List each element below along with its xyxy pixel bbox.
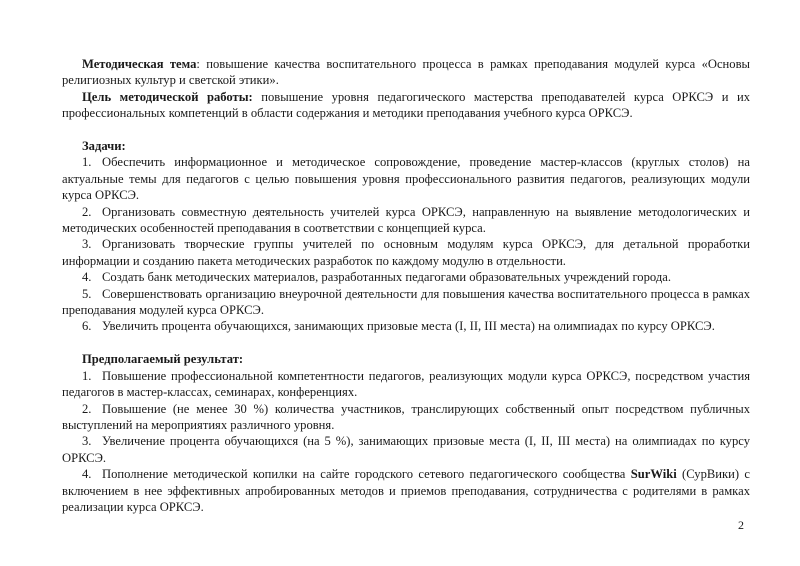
methodical-theme [62, 56, 750, 89]
document-page [62, 56, 750, 515]
item-text: Увеличение процента обучающихся (на 5 %), занимающих призовые места (I, II, III места) на олимпиадах по курсу ОРКСЭ. [62, 434, 750, 465]
item-text: Совершенствовать организацию внеурочной деятельности для повышения качества воспитательного процесса в рамках преподавания модулей курса ОРКСЭ. [62, 286, 750, 318]
result-item [62, 401, 750, 434]
item-text: Повышение (не менее 30 %) количества участников, транслирующих собственный опыт посредством публичных выступлений на мероприятиях различного уровня. [62, 401, 750, 432]
item-text: Повышение профессиональной компетентности педагогов, реализующих модули курса ОРКСЭ, посредством участия педагогов в мастер-классах, семинарах, конференциях. [62, 368, 750, 400]
item-text: Организовать творческие группы учителей по основным модулям курса ОРКСЭ, для детальной проработки информации и созданию пакета методических разработок по каждому модулю в отдельности. [62, 237, 750, 268]
item-text: Пополнение методической копилки на сайте городского сетевого педагогического сообщества [102, 467, 631, 482]
tasks-heading-text: Задачи: [82, 139, 126, 154]
surwiki-name: SurWiki [630, 467, 677, 482]
item-number: 1. [82, 368, 92, 383]
task-item [62, 286, 750, 319]
item-number: 3. [82, 237, 92, 252]
item-number: 4. [82, 467, 92, 482]
task-item [62, 269, 750, 285]
goal-text: повышение уровня педагогического мастерства преподавателей курса ОРКСЭ и их профессиональных компетенций в области содержания и методики преподавания учебного курса ОРКСЭ. [62, 89, 750, 121]
results-heading-text: Предполагаемый результат: [82, 352, 244, 367]
result-item [62, 368, 750, 401]
task-item [62, 236, 750, 269]
result-item [62, 466, 750, 515]
task-item [62, 154, 750, 203]
item-text: Увеличить процента обучающихся, занимающих призовые места (I, II, III места) на олимпиадах по курсу ОРКСЭ. [102, 319, 715, 334]
item-number: 2. [82, 401, 92, 416]
item-number: 6. [82, 319, 92, 334]
item-text: Обеспечить информационное и методическое сопровождение, проведение мастер-классов (круглых столов) на актуальные темы для педагогов с целью повышения уровня профессионального развития педагогов, реализующих модули курса ОРКСЭ. [62, 155, 750, 203]
item-text: Организовать совместную деятельность учителей курса ОРКСЭ, направленную на выявление методологических и методических особенностей преподавания в соответствии с концепцией курса. [62, 204, 750, 236]
tasks-heading [62, 138, 750, 154]
methodical-goal [62, 89, 750, 122]
goal-label: Цель методической работы: [82, 89, 253, 104]
page-number: 2 [738, 518, 744, 532]
results-heading [62, 351, 750, 367]
theme-text: : повышение качества воспитательного процесса в рамках преподавания модулей курса «Основы религиозных культур и светской этики». [62, 57, 750, 88]
result-item [62, 433, 750, 466]
item-text: Создать банк методических материалов, разработанных педагогами образовательных учреждений города. [102, 270, 671, 285]
theme-label: Методическая тема [82, 57, 197, 71]
item-number: 5. [82, 286, 92, 301]
task-item [62, 318, 750, 334]
item-number: 2. [82, 204, 92, 219]
item-number: 3. [82, 434, 92, 449]
item-number: 4. [82, 270, 92, 285]
item-text-continued: (СурВики) с включением в нее эффективных апробированных методов и приемов преподавания, сотрудничества с родителями в рамках реализации курса ОРКСЭ. [62, 467, 751, 514]
task-item [62, 204, 750, 237]
item-number: 1. [82, 155, 92, 170]
